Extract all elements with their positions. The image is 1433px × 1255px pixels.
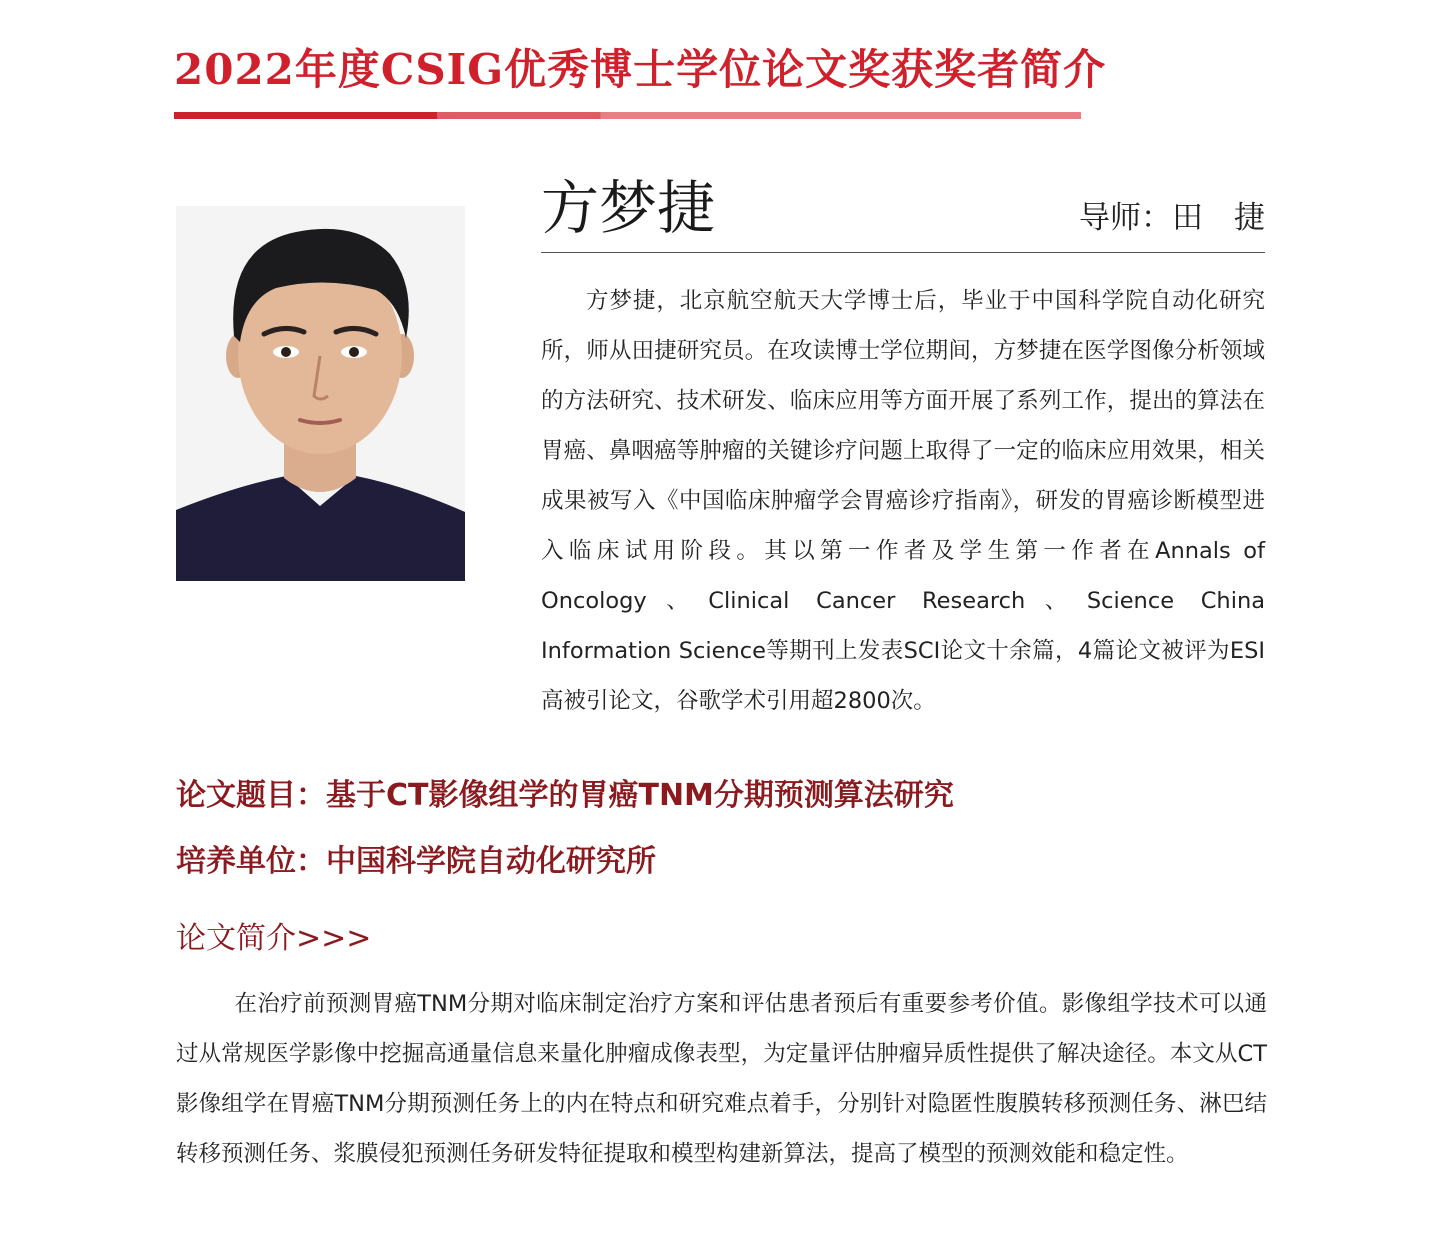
header-rule: [174, 112, 1081, 119]
abstract-paragraph: 在治疗前预测胃癌TNM分期对临床制定治疗方案和评估患者预后有重要参考价值。影像组学技术可以通过从常规医学影像中挖掘高通量信息来量化肿瘤成像表型，为定量评估肿瘤异质性提供了解决途径。本文从CT影像组学在胃癌TNM分期预测任务上的内在特点和研究难点着手，分别针对隐匿性腹膜转移预测任务、淋巴结转移预测任务、浆膜侵犯预测任务研发特征提取和模型构建新算法，提高了模型的预测效能和稳定性。: [176, 991, 1267, 1167]
advisor-label: 导师：田 捷: [1079, 200, 1265, 236]
thesis-title-line: 论文题目：基于CT影像组学的胃癌TNM分期预测算法研究: [176, 778, 954, 813]
abstract-heading: 论文简介>>>: [176, 921, 372, 956]
page-header-title: 2022年度CSIG优秀博士学位论文奖获奖者简介: [174, 45, 1107, 94]
bio-paragraph: 方梦捷，北京航空航天大学博士后，毕业于中国科学院自动化研究所，师从田捷研究员。在攻读博士学位期间，方梦捷在医学图像分析领域的方法研究、技术研发、临床应用等方面开展了系列工作，提出的算法在胃癌、鼻咽癌等肿瘤的关键诊疗问题上取得了一定的临床应用效果，相关成果被写入《中国临床肿瘤学会胃癌诊疗指南》，研发的胃癌诊断模型进入临床试用阶段。其以第一作者及学生第一作者在Annals of Oncology、Clinical Cancer Research、Science China Information Science等期刊上发表SCI论文十余篇，4篇论文被评为ESI高被引论文，谷歌学术引用超2800次。: [541, 288, 1265, 714]
training-unit-line: 培养单位：中国科学院自动化研究所: [176, 844, 656, 879]
portrait-photo: [176, 206, 465, 581]
name-divider: [541, 252, 1265, 253]
person-name: 方梦捷: [541, 174, 716, 242]
